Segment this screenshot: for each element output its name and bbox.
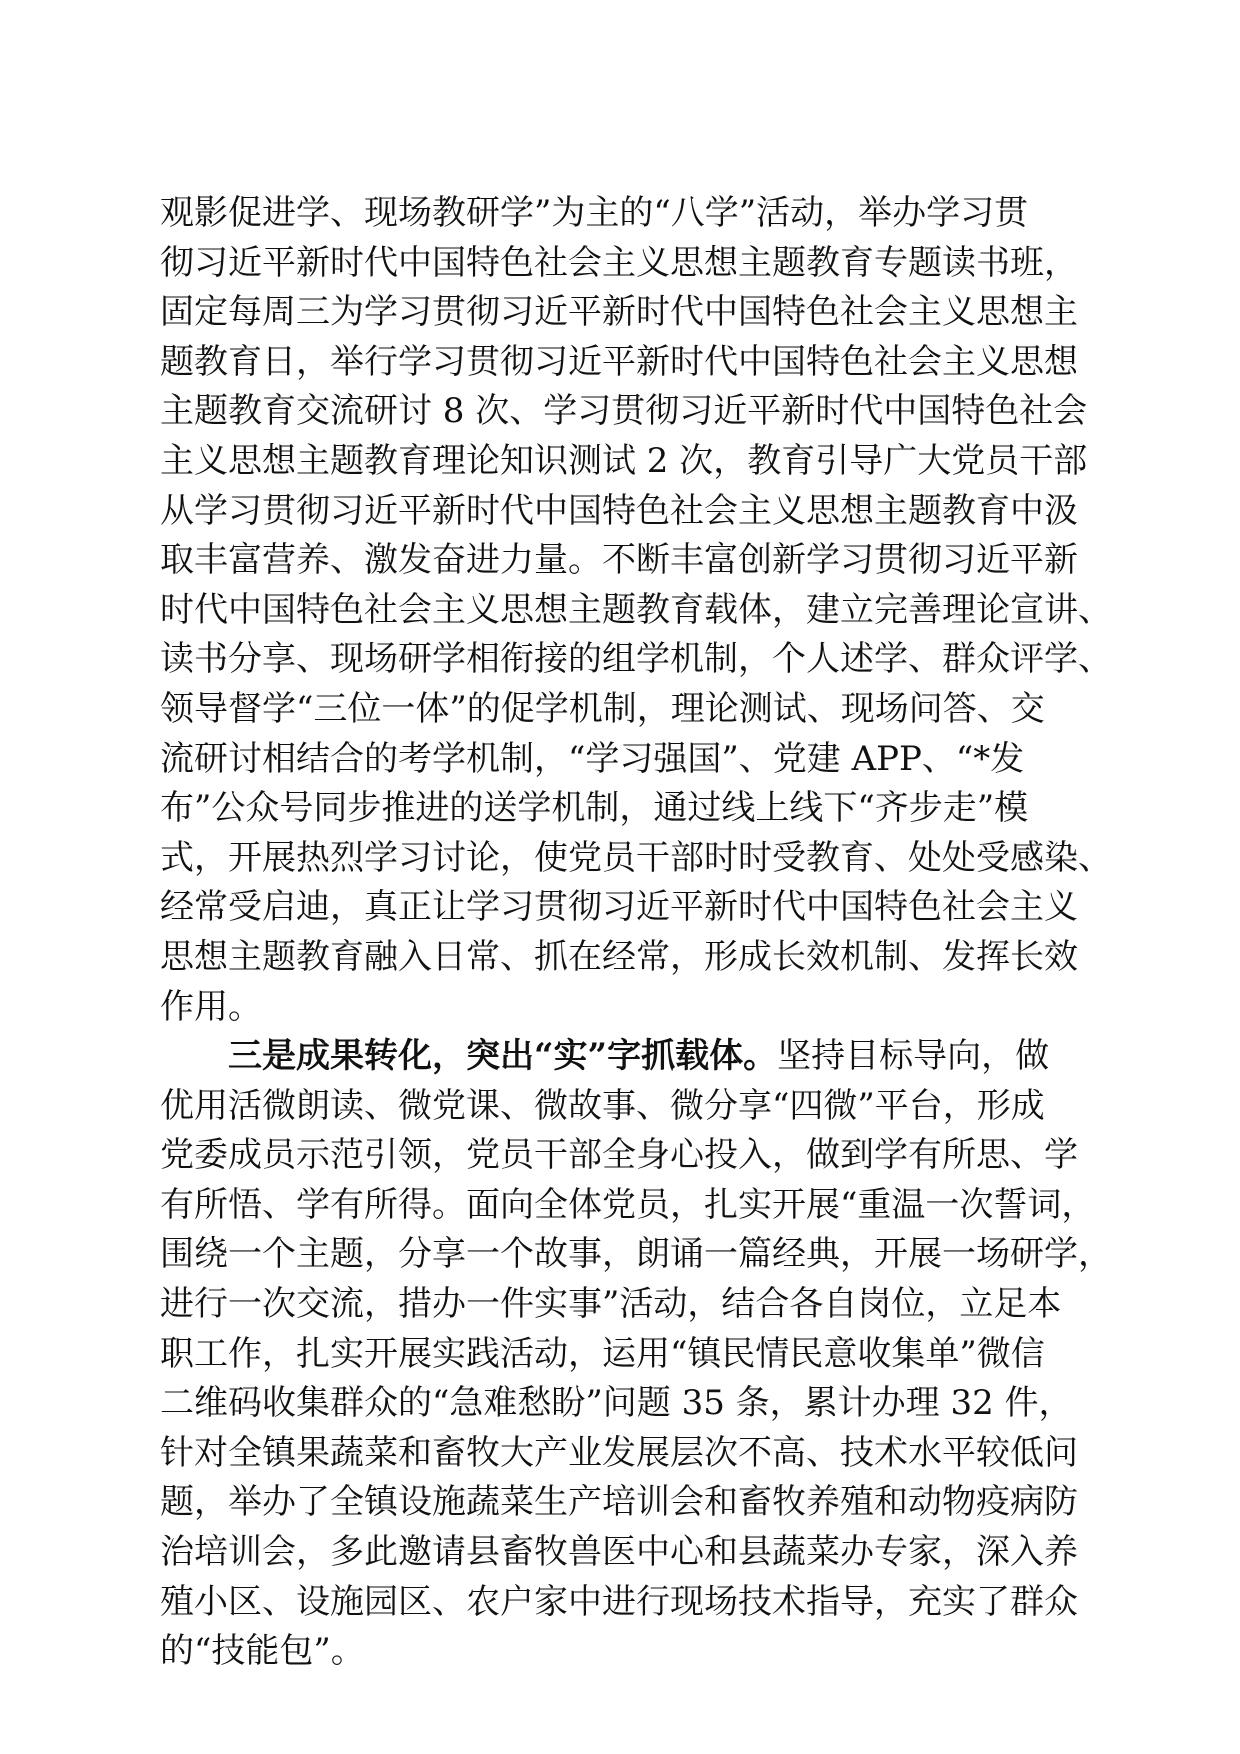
body-text xyxy=(160,189,1112,1677)
text-line: 取丰富营养、激发奋进力量。不断丰富创新学习贯彻习近平新 xyxy=(160,540,1078,581)
text-line: 领导督学“三位一体”的促学机制，理论测试、现场问答、交 xyxy=(160,688,1045,729)
text-line: 式，开展热烈学习讨论，使党员干部时时受教育、处处受感染、 xyxy=(160,837,1112,878)
paragraph-2 xyxy=(160,1032,1112,1677)
text-line: 观影促进学、现场教研学”为主的“八学”活动，举办学习贯 xyxy=(160,193,1029,233)
text-line: 治培训会，多此邀请县畜牧兽医中心和县蔬菜办专家，深入养 xyxy=(160,1532,1078,1573)
text-line: 主义思想主题教育理论知识测试 2 次，教育引导广大党员干部 xyxy=(160,440,1088,481)
text-line: 围绕一个主题，分享一个故事，朗诵一篇经典，开展一场研学， xyxy=(160,1234,1112,1275)
paragraph-1 xyxy=(160,189,1112,1032)
text-line: 彻习近平新时代中国特色社会主义思想主题教育专题读书班， xyxy=(160,242,1078,283)
text-line: 思想主题教育融入日常、抓在经常，形成长效机制、发挥长效 xyxy=(160,936,1078,977)
text-line: 布”公众号同步推进的送学机制，通过线上线下“齐步走”模 xyxy=(160,788,1029,829)
paragraph-heading: 三是成果转化，突出“实”字抓载体。 xyxy=(228,1036,778,1077)
text-line: 流研讨相结合的考学机制，“学习强国”、党建 APP、“*发 xyxy=(160,738,1025,779)
text-line: 作用。 xyxy=(160,986,262,1027)
text-line: 固定每周三为学习贯彻习近平新时代中国特色社会主义思想主 xyxy=(160,292,1078,333)
text-line: 党委成员示范引领，党员干部全身心投入，做到学有所思、学 xyxy=(160,1135,1078,1176)
text-line: 主题教育交流研讨 8 次、学习贯彻习近平新时代中国特色社会 xyxy=(160,391,1088,432)
text-line: 针对全镇果蔬菜和畜牧大产业发展层次不高、技术水平较低问 xyxy=(160,1432,1078,1473)
text-line: 题教育日，举行学习贯彻习近平新时代中国特色社会主义思想 xyxy=(160,341,1078,382)
text-line: 时代中国特色社会主义思想主题教育载体，建立完善理论宣讲、 xyxy=(160,589,1112,630)
text-line: 职工作，扎实开展实践活动，运用“镇民情民意收集单”微信 xyxy=(160,1333,1045,1374)
paragraph-first-line xyxy=(160,1032,1100,1082)
text-line: 殖小区、设施园区、农户家中进行现场技术指导，充实了群众 xyxy=(160,1581,1078,1622)
text-line: 优用活微朗读、微党课、微故事、微分享“四微”平台，形成 xyxy=(160,1085,1045,1126)
text-line: 读书分享、现场研学相衔接的组学机制，个人述学、群众评学、 xyxy=(160,639,1112,680)
text-line: 题，举办了全镇设施蔬菜生产培训会和畜牧养殖和动物疫病防 xyxy=(160,1482,1078,1523)
text-line: 的“技能包”。 xyxy=(160,1631,365,1672)
text-line: 有所悟、学有所得。面向全体党员，扎实开展“重温一次誓词， xyxy=(160,1184,1096,1225)
text-line: 经常受启迪，真正让学习贯彻习近平新时代中国特色社会主义 xyxy=(160,887,1078,928)
text-line: 二维码收集群众的“急难愁盼”问题 35 条，累计办理 32 件， xyxy=(160,1383,1073,1424)
text-line: 进行一次交流，措办一件实事”活动，结合各自岗位，立足本 xyxy=(160,1284,1062,1325)
text-line: 从学习贯彻习近平新时代中国特色社会主义思想主题教育中汲 xyxy=(160,490,1078,531)
heading-continuation: 坚持目标导向，做 xyxy=(777,1036,1050,1077)
